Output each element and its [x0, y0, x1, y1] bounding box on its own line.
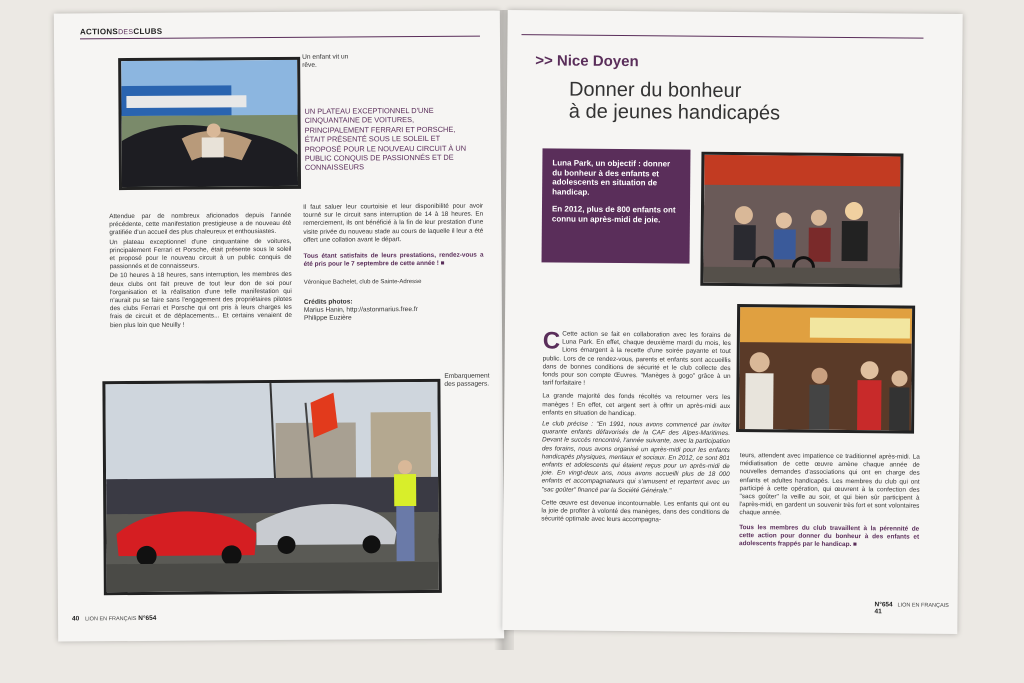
section-rubric: ACTIONSDESCLUBS [79, 26, 163, 37]
lead-paragraph: UN PLATEAU EXCEPTIONNEL D'UNE CINQUANTAINE DE VOITURES, PRINCIPALEMENT FERRARI ET PORSCHE, ÉTAIT PRÉSENTÉ SOUS LE SOLEIL ET PROPOSÉ POUR LE NOUVEAU CIRCUIT À UN PUBLIC CONQUIS DE PASSIONNÉS ET DE CONNAISSEURS [304, 105, 467, 173]
body-paragraph: Cette œuvre est devenue incontournable. Les enfants qui ont eu la joie de profiter à volonté des manèges, dans des conditions de sécurité optimale avec leurs accompagna- [541, 499, 730, 524]
folio-left: 40 LION EN FRANÇAIS N°654 [72, 614, 157, 623]
box-text: Luna Park, un objectif : donner du bonheur à des enfants et adolescents en situation de handicap. [552, 158, 671, 197]
photo-fairground-crowd [736, 304, 915, 434]
caption-bottom: Embarquement des passagers. [444, 372, 490, 388]
drop-cap: C [542, 327, 561, 355]
article-title [569, 79, 781, 125]
article-column-2 [303, 203, 484, 324]
col1-paragraph: De 10 heures à 18 heures, sans interruption, les membres des deux clubs ont fait preuve de tout leur don de soi pour l'organisation et la réalisation d'une telle manifestation qui n'aurait pu se faire sans l'engagement des propriétaires pilotes des clubs Ferrari et Porsche qui ont pris à leurs charges les frais de circuit et de déplacements... Et certains venaient de bien plus loin que Neuilly ! [109, 271, 292, 329]
body-closing: Tous les membres du club travaillent à la pérennité de cette action pour donner du bonheur à des enfants et adolescents frappés par le handicap. ■ [739, 523, 920, 549]
col2-closing: Tous étant satisfaits de leurs prestations, rendez-vous a été pris pour le 7 septembre de cette année ! ■ [303, 251, 484, 269]
photo-ferrari-parade [102, 379, 441, 595]
highlight-box [542, 148, 691, 263]
right-page [502, 10, 962, 634]
author-signature: Véronique Bachelet, club de Sainte-Adresse [303, 279, 422, 287]
header-rule [521, 34, 923, 39]
folio-right: N°654 LION EN FRANÇAIS 41 [874, 601, 949, 616]
title-line: à de jeunes handicapés [568, 100, 781, 125]
credits-title: Crédits photos: [303, 298, 353, 307]
header-rule [80, 36, 480, 40]
box-text: En 2012, plus de 800 enfants ont connu un après-midi de joie. [551, 204, 676, 225]
article-body-column-1 [541, 327, 731, 525]
body-paragraph: C Cette action se fait en collaboration avec les forains de Luna Park. En effet, chaque deuxième mardi du mois, les Lions émargent à la recette d'une soirée payante et tout public. Lors de ce rendez-vous, parents et enfants sont accueillis dans de bonnes conditions de sécurité et le club collecte des fonds pour son compte Œuvres. "Manèges à gogo" grâce à un tarif forfaitaire ! [542, 327, 731, 387]
body-paragraph: teurs, attendent avec impatience ce traditionnel après-midi. La médiatisation de cette œuvre amène chaque année de nouvelles demandes d'associations qui ont en charge des enfants et adultes handicapés. Les membres du club qui ont participé à cette opération, qui œuvrent à la confection des "sacs goûter" la veille au soir, et qui bien sûr participent à l'après-midi, en gardent un souvenir très fort et sont volontaires chaque année. [739, 452, 920, 517]
article-kicker: >> Nice Doyen [535, 52, 639, 71]
col2-paragraph: Il faut saluer leur courtoisie et leur disponibilité pour avoir tourné sur le circuit sans interruption de 14 à 18 heures. En remerciement, ils ont bénéficié à la fin de leur prestation d'une visite privée du nouveau stade au cours de laquelle il leur a été offert une collation avant le départ. [303, 202, 484, 244]
title-line: Donner du bonheur [568, 78, 742, 103]
article-column-1 [109, 212, 292, 330]
col1-paragraph: Un plateau exceptionnel d'une cinquantaine de voitures, principalement Ferrari et Porsche, était présente sous le soleil et proposé pour le nouveau circuit à un public conquis de passionnés et de connaisseurs. [109, 237, 292, 271]
article-body-column-2 [739, 452, 920, 550]
credits-line: Philippe Euzière [303, 314, 352, 323]
credits-line: Marius Hanin, http://astonmarius.free.fr [303, 306, 418, 315]
body-paragraph: La grande majorité des fonds récoltés va retourner vers les manèges ! En effet, cet argent sert à offrir un après-midi aux enfants en situation de handicap. [542, 392, 731, 417]
caption-top: Un enfant vit un rêve. [302, 53, 349, 69]
body-quote: Le club précise : "En 1991, nous avons commencé par inviter quarante enfants défavorisés de la CAF des Alpes-Maritimes. Devant le succès rencontré, l'année suivante, avec la participation des forains, nous avons organisé un après-midi pour les enfants handicapés physiques, mentaux et sociaux. En 2012, ce sont 801 enfants et adolescents qui étaient reçus pour un après-midi de joie. En vingt-deux ans, nous avons accueilli plus de 18 000 enfants et accompagnateurs qui s'amusent et repartent avec un "sac goûter" financé par la Société Générale." [541, 420, 731, 495]
left-page [54, 10, 504, 641]
photo-children-wheelchairs [700, 152, 903, 288]
col1-paragraph: Attendue par de nombreux aficionados depuis l'année précédente, cette manifestation prestigieuse a de nouveau été gratifiée d'un accueil des plus chaleureux et enthousiastes. [109, 211, 292, 237]
photo-child-in-ferrari [118, 57, 301, 190]
